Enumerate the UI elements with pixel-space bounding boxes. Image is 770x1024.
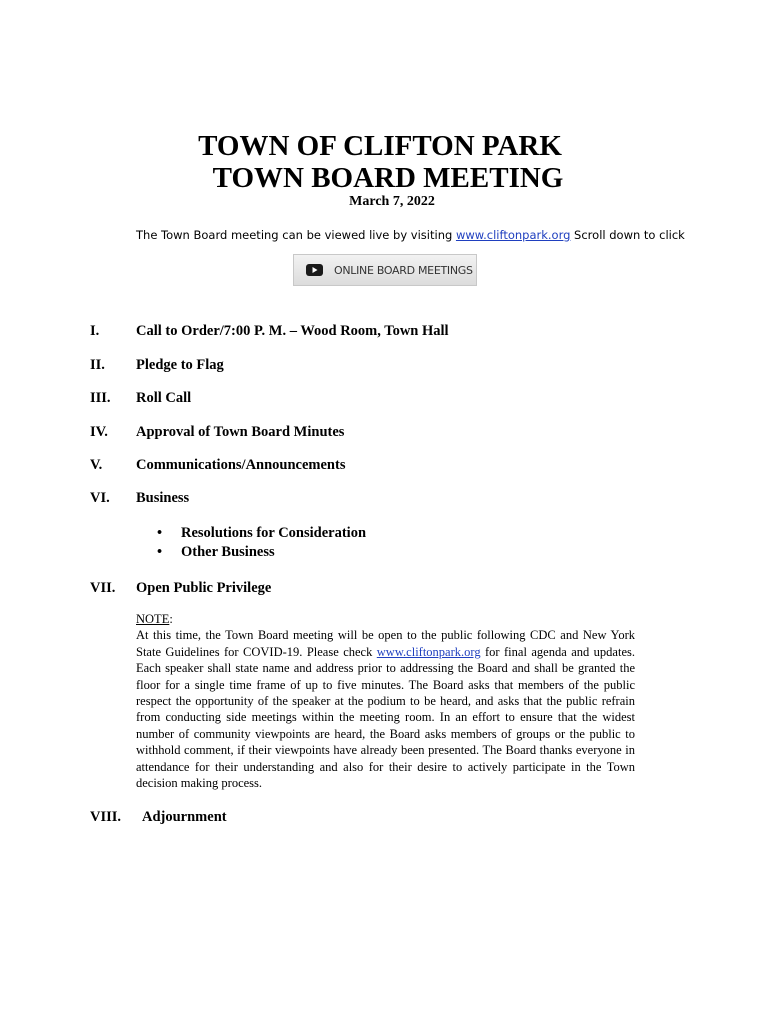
bullet-text: Other Business (181, 544, 275, 560)
agenda-item-label: Pledge to Flag (136, 357, 224, 373)
agenda-item-number: VI. (90, 490, 110, 506)
agenda-item-number: V. (90, 457, 103, 473)
note-text-after-link: for final agenda and updates. Each speaker shall state name and address prior to addressing the Board and shall be granted the floor for a single time frame of up to five minutes. The Board asks that members of the public respect the opportunity of the speaker at the podium to be heard, and asks that the public refrain from conducting side meetings within the meeting room. In an effort to ensure that the widest number of community viewpoints are heard, the Board asks members of groups or the public to withhold comment, if their viewpoints have already been presented. The Board thanks everyone in attendance for their understanding and also for their desire to actively participate in the Town decision making process. (136, 644, 635, 791)
agenda-item-number: VII. (90, 580, 116, 596)
online-board-meetings-button[interactable] (293, 254, 477, 286)
agenda-item-number: I. (90, 323, 100, 339)
bullet-dot: • (157, 525, 163, 541)
public-privilege-note (136, 611, 635, 791)
online-board-meetings-label: ONLINE BOARD MEETINGS (334, 263, 473, 277)
note-label: NOTE (136, 612, 170, 626)
bullet-dot: • (157, 544, 163, 560)
agenda-item-number: III. (90, 390, 111, 406)
agenda-item-label: Business (136, 490, 190, 506)
page-title-line1: TOWN OF CLIFTON PARK (198, 130, 562, 162)
note-text-before-link: At this time, the Town Board meeting will be open to the public following CDC and New York State Guidelines for COVID-19. Please check (136, 628, 635, 659)
play-icon (306, 264, 323, 276)
agenda-item-number: IV. (90, 424, 108, 440)
agenda-item-number: II. (90, 357, 105, 373)
note-colon: : (169, 612, 173, 626)
agenda-item-label: Communications/Announcements (136, 457, 346, 473)
note-cliftonpark-link[interactable]: www.cliftonpark.org (376, 644, 481, 659)
bullet-text: Resolutions for Consideration (181, 525, 367, 541)
agenda-item-label: Call to Order/7:00 P. M. – Wood Room, Town Hall (136, 323, 449, 339)
viewing-instructions (136, 227, 756, 243)
agenda-item-label: Adjournment (142, 809, 227, 825)
agenda-item-number: VIII. (90, 809, 122, 825)
agenda-item-label: Approval of Town Board Minutes (136, 424, 345, 440)
agenda-item-label: Roll Call (136, 390, 192, 406)
viewing-text-before: The Town Board meeting can be viewed live by visiting (136, 228, 456, 242)
agenda-item-label: Open Public Privilege (136, 580, 272, 596)
page-title-line2: TOWN BOARD MEETING (212, 162, 564, 194)
meeting-date: March 7, 2022 (349, 194, 435, 209)
viewing-text-after: Scroll down to click (570, 228, 685, 242)
cliftonpark-link[interactable]: www.cliftonpark.org (455, 228, 571, 242)
